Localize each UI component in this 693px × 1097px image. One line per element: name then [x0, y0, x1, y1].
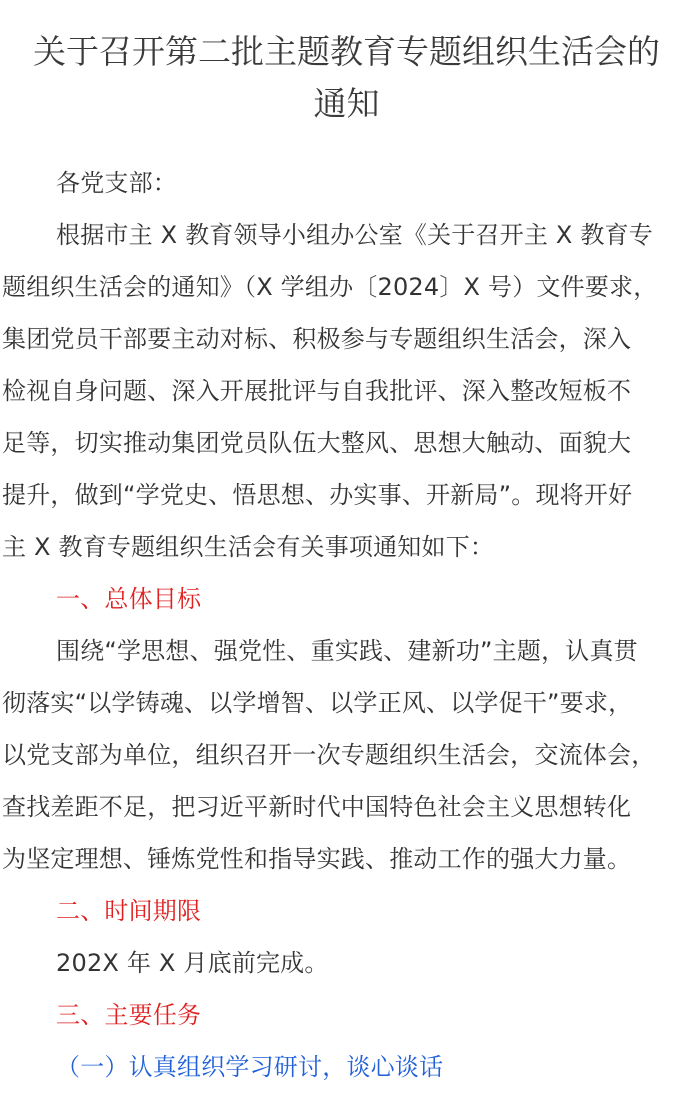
title-line-2: 通知 — [313, 84, 380, 123]
document-title — [0, 26, 693, 130]
intro-line: 根据市主 X 教育领导小组办公室《关于召开主 X 教育专 — [56, 221, 653, 249]
section-heading-overall-goal: 一、总体目标 — [56, 585, 202, 613]
intro-line: 主 X 教育专题组织生活会有关事项通知如下： — [2, 533, 495, 561]
intro-line: 检视自身问题、深入开展批评与自我批评、深入整改短板不 — [2, 377, 632, 405]
title-line-1: 关于召开第二批主题教育专题组织生活会的 — [33, 32, 660, 71]
intro-line: 提升，做到“学党史、悟思想、办实事、开新局”。现将开好 — [2, 481, 633, 509]
section-heading-time-limit: 二、时间期限 — [56, 897, 202, 925]
intro-line: 足等，切实推动集团党员队伍大整风、思想大触动、面貌大 — [2, 429, 632, 457]
subheading-study-discussion: （一）认真组织学习研讨，谈心谈话 — [56, 1053, 444, 1081]
section1-line: 查找差距不足，把习近平新时代中国特色社会主义思想转化 — [2, 793, 632, 821]
section-heading-main-tasks: 三、主要任务 — [56, 1001, 202, 1029]
section1-line: 以党支部为单位，组织召开一次专题组织生活会，交流体会， — [2, 741, 656, 769]
section1-line: 为坚定理想、锤炼党性和指导实践、推动工作的强大力量。 — [2, 845, 632, 873]
section2-line: 202X 年 X 月底前完成。 — [56, 949, 329, 977]
section1-line: 围绕“学思想、强党性、重实践、建新功”主题，认真贯 — [56, 637, 638, 665]
section1-line: 彻落实“以学铸魂、以学增智、以学正风、以学促干”要求， — [2, 689, 633, 717]
intro-line: 题组织生活会的通知》（X 学组办〔2024〕X 号）文件要求， — [2, 273, 658, 301]
salutation: 各党支部： — [56, 169, 177, 197]
intro-line: 集团党员干部要主动对标、积极参与专题组织生活会，深入 — [2, 325, 632, 353]
